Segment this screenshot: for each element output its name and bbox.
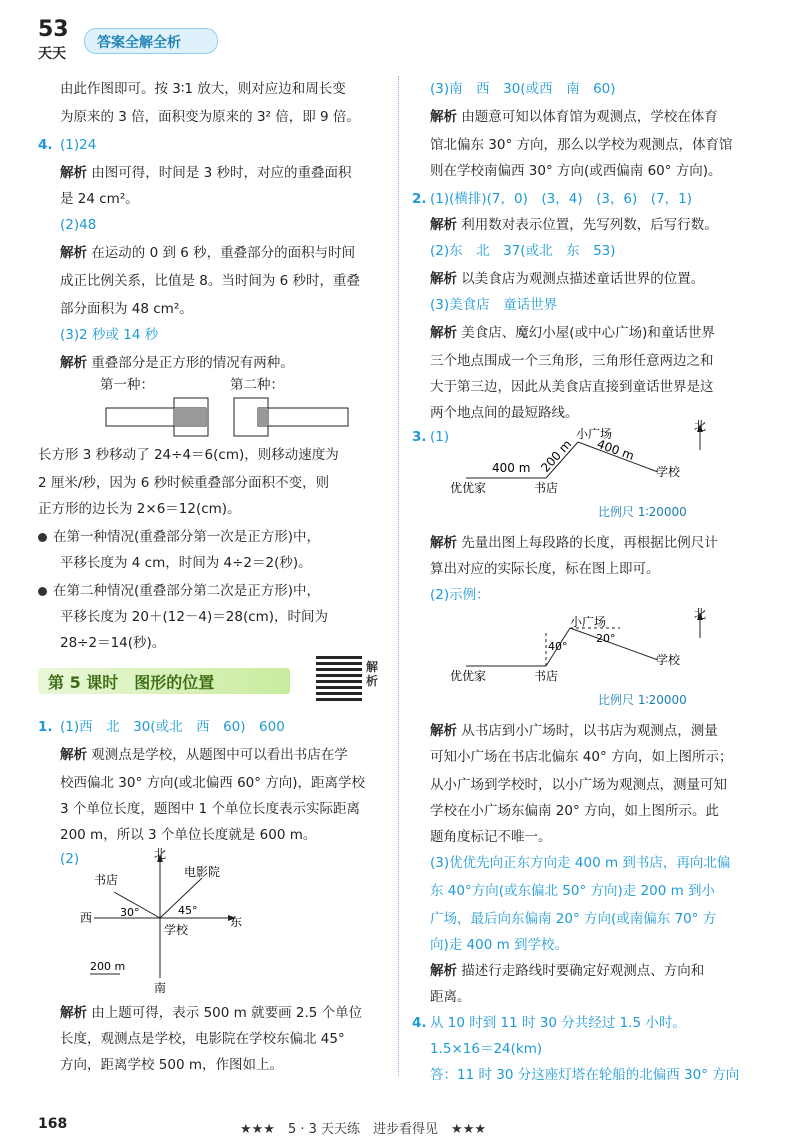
text-line: 正方形的边长为 2×6＝12(cm)。 [38,501,241,517]
answer-text: (1) [430,429,450,445]
answer-text: (3)美食店 童话世界 [430,297,558,313]
text-line: 馆北偏东 30° 方向，那么以学校为观测点，体育馆 [430,137,733,153]
analysis-label: 解析 [430,723,457,739]
school-label: 学校 [164,923,189,937]
answer-text: 向)走 400 m 到学校。 [430,937,569,953]
analysis-text: 由题意可知以体育馆为观测点，学校在体育 [461,109,718,125]
analysis-label: 解析 [430,109,457,125]
analysis-text: 美食店、魔幻小屋(或中心广场)和童话世界 [461,325,715,341]
text-line: 两个地点间的最短路线。 [430,405,579,421]
answer-text: (2)48 [60,217,97,233]
scale-label: 比例尺 1∶20000 [598,693,687,707]
answer-text: 广场，最后向东偏南 20° 方向(或南偏东 70° 方 [430,911,717,927]
text-line: 平移长度为 4 cm，时间为 4÷2＝2(秒)。 [60,555,312,571]
question-number: 4. [412,1015,427,1031]
text-line: 方向，距离学校 500 m，作图如上。 [60,1057,284,1073]
header-tab [84,28,218,54]
figure-label: 第二种： [230,377,284,393]
analysis-label: 解析 [430,217,457,233]
answer-text: (1)(横排)(7，0) (3，4) (3，6) (7，1) [430,191,693,207]
text-line: 平移长度为 20＋(12－4)＝28(cm)，时间为 [60,609,329,625]
text-line: 则在学校南偏西 30° 方向(或西偏南 60° 方向)。 [430,163,722,179]
analysis-label: 解析 [430,963,457,979]
text-line: 长方形 3 秒移动了 24÷4＝6(cm)，则移动速度为 [38,447,339,463]
question-number: 3. [412,429,427,445]
bulb-icon [38,533,47,542]
home-label: 优优家 [450,669,487,683]
bulb-icon [38,587,47,596]
question-number: 2. [412,191,427,207]
text-line: 是 24 cm²。 [60,191,139,207]
analysis-text: 描述行走路线时要确定好观测点、方向和 [461,963,705,979]
analysis-label: 解析 [430,271,457,287]
distance-label: 200 m [538,437,575,475]
qr-label: 解析 [366,660,379,688]
text-line: 题角度标记不唯一。 [430,829,552,845]
svg-text:天天: 天天 [38,46,66,62]
section-title: 第 5 课时 图形的位置 [48,673,215,692]
answer-text: 1.5×16＝24(km) [430,1041,543,1057]
angle-label: 20° [596,632,616,645]
text-line: 成正比例关系，比值是 8。当时间为 6 秒时，重叠 [60,273,361,289]
answer-text: (2) [60,851,80,867]
angle-label: 30° [120,906,140,919]
plaza-label: 小广场 [576,427,613,441]
route-map-2 [430,608,760,708]
answer-text: (1)西 北 30(或北 西 60) 600 [60,719,285,735]
answer-text: (3)2 秒或 14 秒 [60,327,159,343]
analysis-label: 解析 [60,165,87,181]
text-line: 200 m，所以 3 个单位长度就是 600 m。 [60,827,317,843]
answer-text: 从 10 时到 11 时 30 分共经过 1.5 小时。 [430,1015,686,1031]
cinema-label: 电影院 [184,865,221,879]
analysis-label: 解析 [60,355,87,371]
angle-label: 40° [548,640,568,653]
qr-code-icon[interactable] [316,655,362,701]
school-label: 学校 [656,653,681,667]
analysis-text: 由上题可得，表示 500 m 就要画 2.5 个单位 [91,1005,363,1021]
header-tab-label: 答案全解全析 [97,35,181,51]
section-title-bar [38,668,290,694]
analysis-text: 以美食店为观测点描述童话世界的位置。 [461,271,705,287]
scale-label: 200 m [90,960,126,973]
answer-text: (3)优优先向正东方向走 400 m 到书店，再向北偏 [430,855,731,871]
column-divider [398,76,399,1076]
school-label: 学校 [656,465,681,479]
compass-diagram [80,846,250,996]
plaza-label: 小广场 [570,615,607,629]
distance-label: 400 m [595,436,637,464]
brand-logo [36,14,80,64]
text-line: 28÷2＝14(秒)。 [60,635,166,651]
distance-label: 400 m [492,461,531,475]
analysis-text: 先量出图上每段路的长度，再根据比例尺计 [461,535,718,551]
analysis-text: 重叠部分是正方形的情况有两种。 [91,355,294,371]
analysis-label: 解析 [60,747,87,763]
compass-north-label: 北 [154,847,167,861]
page-number: 168 [38,1116,68,1132]
text-line: 大于第三边，因此从美食店直接到童话世界是这 [430,379,714,395]
compass-east-label: 东 [230,915,243,929]
analysis-text: 利用数对表示位置，先写列数，后写行数。 [461,217,718,233]
bookstore-label: 书店 [534,481,559,495]
figure-label: 第一种： [100,377,154,393]
text-line: 距离。 [430,989,471,1005]
analysis-text: 在运动的 0 到 6 秒，重叠部分的面积与时间 [91,245,356,261]
text-line: 校西偏北 30° 方向(或北偏西 60° 方向)，距离学校 [60,775,366,791]
analysis-label: 解析 [60,1005,87,1021]
answer-text: 东 40°方向(或东偏北 50° 方向)走 200 m 到小 [430,883,716,899]
text-line: 算出对应的实际长度，标在图上即可。 [430,561,660,577]
analysis-label: 解析 [60,245,87,261]
map-north-label: 北 [694,608,707,621]
home-label: 优优家 [450,481,487,495]
text-line: 在第一种情况(重叠部分第一次是正方形)中， [53,529,321,545]
analysis-text: 由图可得，时间是 3 秒时，对应的重叠面积 [91,165,352,181]
answer-text: (2)示例： [430,587,490,603]
answer-text: (2)东 北 37(或北 东 53) [430,243,616,259]
text-line: 3 个单位长度，题图中 1 个单位长度表示实际距离 [60,801,361,817]
footer-slogan: ★★★ 5 · 3 天天练 进步看得见 ★★★ [240,1122,486,1137]
angle-label: 45° [178,904,198,917]
analysis-label: 解析 [430,325,457,341]
compass-south-label: 南 [154,981,167,995]
bookstore-label: 书店 [94,873,119,887]
question-number: 1. [38,719,53,735]
map-north-label: 北 [694,420,707,433]
text-line: 可知小广场在书店北偏东 40° 方向，如上图所示； [430,749,733,765]
text-line: 从小广场到学校时，以小广场为观测点，测量可知 [430,777,727,793]
text-line: 部分面积为 48 cm²。 [60,301,193,317]
text-line: 长度，观测点是学校，电影院在学校东偏北 45° [60,1031,345,1047]
route-map-1 [430,420,760,520]
analysis-label: 解析 [430,535,457,551]
text-line: 在第二种情况(重叠部分第二次是正方形)中， [53,583,321,599]
answer-text: (3)南 西 30(或西 南 60) [430,81,616,97]
compass-west-label: 西 [80,911,93,925]
analysis-text: 从书店到小广场时，以书店为观测点，测量 [461,723,718,739]
overlap-figures [98,396,388,446]
analysis-text: 观测点是学校，从题图中可以看出书店在学 [91,747,348,763]
svg-text:53: 53 [38,17,69,42]
answer-text: (1)24 [60,137,97,153]
text-line: 学校在小广场东偏南 20° 方向，如上图所示。此 [430,803,720,819]
answer-text: 答：11 时 30 分这座灯塔在轮船的北偏西 30° 方向 [430,1067,740,1083]
scale-label: 比例尺 1∶20000 [598,505,687,519]
text-line: 2 厘米/秒，因为 6 秒时候重叠部分面积不变，则 [38,475,330,491]
text-line: 由此作图即可。按 3∶1 放大，则对应边和周长变 [60,81,346,97]
question-number: 4. [38,137,53,153]
bookstore-label: 书店 [534,669,559,683]
text-line: 为原来的 3 倍，面积变为原来的 3² 倍，即 9 倍。 [60,109,360,125]
text-line: 三个地点围成一个三角形，三角形任意两边之和 [430,353,714,369]
